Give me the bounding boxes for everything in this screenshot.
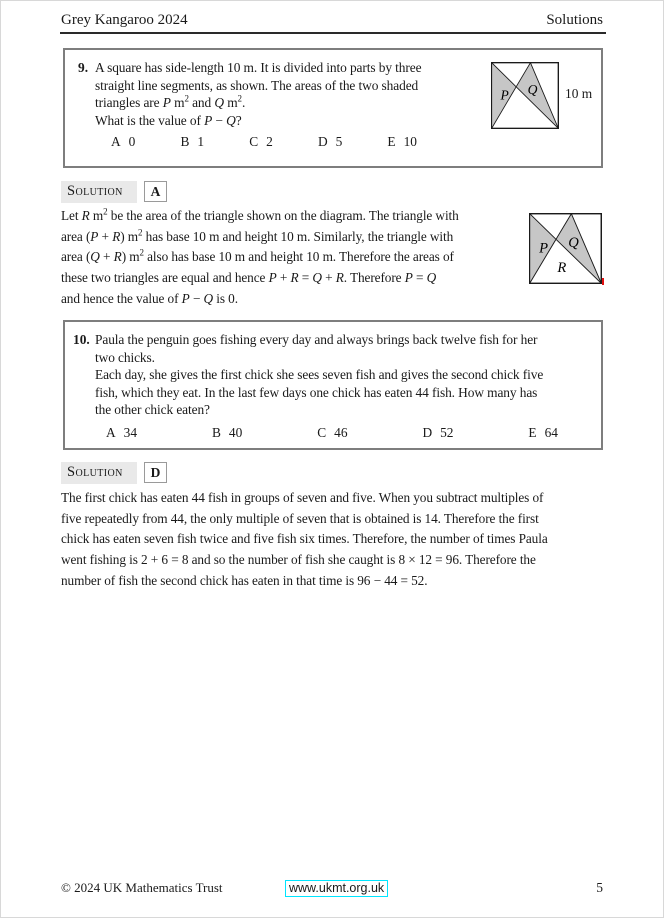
superscript: 2 [184,93,189,104]
footer-copyright: © 2024 UK Mathematics Trust [61,880,223,895]
superscript: 2 [237,93,242,104]
math-var: R [335,270,344,286]
text-line: triangles are P $m^2$ and Q $m^2$. [95,93,246,110]
text-line: Paula the penguin goes fishing every day and always brings back twelve fish for her [95,332,538,347]
math-var: Q [214,95,224,110]
option-letter: B [211,425,221,440]
footer-page-number: 5 [596,880,603,895]
text-line: fish, which they eat. In the last few days one chick has eaten 44 fish. How many has [95,384,538,400]
document-title: Grey Kangaroo 2024 [61,12,188,28]
answer-option-d [318,134,342,150]
answer-option-c [317,425,347,441]
solution-9-diagram [529,213,602,284]
math-var: P [268,270,277,286]
text-line: two chicks. [95,349,155,365]
square-diagram-svg [491,62,559,129]
question-10-number: 10. [73,332,90,347]
option-letter: B [180,134,190,149]
question-9-options [111,134,417,150]
option-letter: E [528,425,537,440]
answer-letter-box: A [144,181,167,202]
option-value: 64 [544,425,558,440]
math-var: Q [226,112,236,128]
text-line: chick has eaten seven fish twice and five fish six times. Therefore, the number of times Paula [61,531,548,547]
option-value: 46 [334,425,348,440]
math-var: Q [90,249,100,265]
text-line: and hence the value of P − Q is 0. [61,290,238,306]
math-var: P [162,95,171,110]
option-letter: E [387,134,396,149]
math-var: Q [426,270,437,286]
superscript: 2 [138,227,143,238]
square-diagram-svg [529,213,602,284]
option-letter: D [422,425,433,440]
answer-option-b [212,425,242,441]
question-10-options [106,425,558,441]
footer-website-link[interactable]: www.ukmt.org.uk [285,880,388,897]
label-q: Q [527,82,538,98]
option-letter: D [317,134,328,149]
option-value: 34 [123,425,138,440]
math-var: R [81,208,90,223]
option-letter: A [106,425,116,440]
question-9-diagram [491,62,559,129]
answer-option-a [106,425,137,441]
question-10-text [95,331,543,419]
side-length-label: 10 m [565,86,593,101]
option-value: 1 [197,134,205,149]
text-line: five repeatedly from 44, the only multiple of seven that is obtained is 14. Therefore the first [61,510,539,526]
answer-option-e [387,134,417,150]
answer-option-d [422,425,453,441]
math-var: Q [312,270,322,286]
label-p: P [539,240,549,257]
question-9-number: 9. [78,60,89,75]
question-10-box [63,320,603,450]
answer-option-b [180,134,204,150]
solution-10-text [61,488,609,592]
math-var: P [404,270,413,286]
solution-9-text [61,206,523,310]
option-letter: C [317,425,327,440]
question-9-text [95,59,421,129]
option-value: 5 [335,134,343,149]
text-line: straight line segments, as shown. The areas of the two shaded [95,77,419,93]
header-solutions-label: Solutions [546,12,603,28]
answer-letter-box: D [144,462,167,483]
header-rule [60,32,606,34]
label-p: P [500,87,509,103]
text-line: The first chick has eaten 44 fish in groups of seven and five. When you subtract multiples of [61,490,544,505]
math-var: R [290,270,299,286]
label-r: R [557,260,567,276]
text-line: A square has side-length 10 m. It is divided into parts by three [95,60,422,75]
option-value: 40 [228,425,243,440]
text-line: Each day, she gives the first chick she sees seven fish and gives the second chick five [95,367,544,382]
solution-10-header [61,462,161,486]
math-var: P [181,290,190,306]
text-line: the other chick eaten? [95,402,210,417]
option-letter: C [249,134,259,149]
math-var: Q [203,290,214,306]
superscript: 2 [139,247,144,258]
solution-label: Solution [61,181,137,203]
option-value: 0 [128,134,136,149]
answer-option-a [111,134,135,150]
option-value: 2 [266,134,273,149]
answer-option-c [249,134,273,150]
text-line: What is the value of P − Q? [95,112,242,128]
text-line: these two triangles are equal and hence P + R = Q + R. Therefore P = Q [61,270,437,286]
label-q: Q [568,235,579,252]
question-9-box [63,48,603,168]
text-line: went fishing is 2 + 6 = 8 and so the number of fish she caught is 8 × 12 = 96. Therefore the [61,552,536,568]
solution-9-header [61,181,161,205]
red-artifact-mark [602,278,604,285]
text-line: area (P + R) $m^2$ has base 10 m and height 10 m. Similarly, the triangle with [61,227,454,244]
math-var: P [90,228,99,244]
superscript: 2 [103,206,108,217]
solution-label: Solution [61,462,137,484]
text-line: Let R $m^2$ be the area of the triangle shown on the diagram. The triangle with [61,206,459,223]
option-letter: A [111,134,121,149]
option-value: 10 [403,134,417,149]
text-line: area (Q + R) $m^2$ also has base 10 m and height 10 m. Therefore the areas of [61,247,454,265]
answer-option-e [528,425,558,441]
math-var: R [113,249,122,265]
math-var: R [112,228,121,244]
text-line: number of fish the second chick has eaten in that time is 96 − 44 = 52. [61,572,428,588]
option-value: 52 [440,425,454,440]
math-var: P [204,112,213,128]
